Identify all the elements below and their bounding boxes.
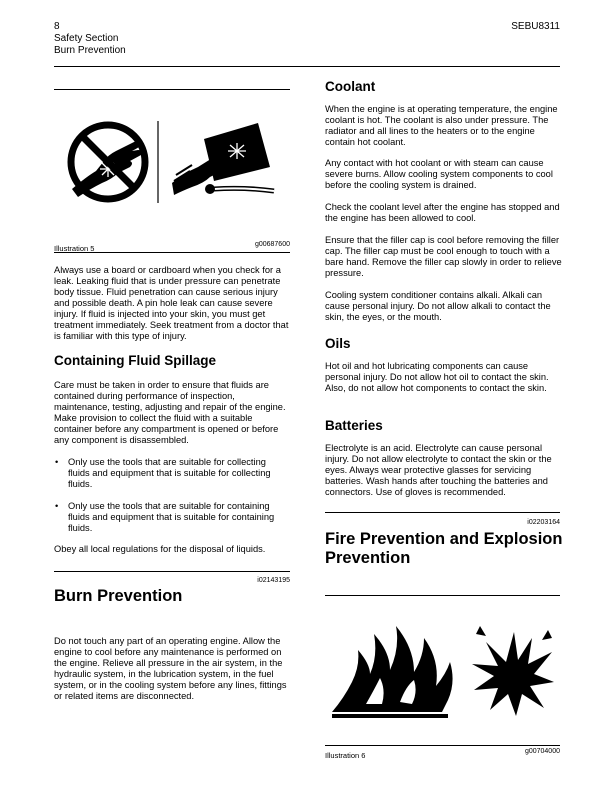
batteries-heading: Batteries xyxy=(325,418,383,433)
illustration6-caption: Illustration 6 xyxy=(325,751,366,760)
fire-section-rule xyxy=(325,512,560,513)
subsection-title: Burn Prevention xyxy=(54,45,126,56)
coolant-paragraph: When the engine is at operating temperature, the engine coolant is hot. The coolant is also under pressure. The radiator and all lines to the heaters or to the engine contain hot coolant. xyxy=(325,104,558,147)
explosion-icon xyxy=(472,626,554,716)
coolant-paragraph: Any contact with hot coolant or with steam can cause severe burns. Allow cooling system components to cool before the cooling system is drained. xyxy=(325,158,553,190)
fire-explosion-prevention-heading: Fire Prevention and Explosion Prevention xyxy=(325,530,563,567)
illustration5-caption: Illustration 5 xyxy=(54,244,95,253)
leak-check-paragraph: Always use a board or cardboard when you check for a leak. Leaking fluid that is under pressure can penetrate body tissue. Fluid penetration can cause serious injury and possible death. A pin hole leak can cause severe injury. If fluid is injected into your skin, you must get treatment immediately. Seek treatment from a doctor that is familiar with this type of injury. xyxy=(54,265,289,341)
oils-paragraph: Hot oil and hot lubricating components can cause personal injury. Do not allow hot oil to contact the skin. Also, do not allow hot components to contact the skin. xyxy=(325,361,549,393)
spillage-bullet-list xyxy=(54,457,290,545)
batteries-paragraph: Electrolyte is an acid. Electrolyte can cause personal injury. Do not allow electrolyte to contact the skin or the eyes. Always wear protective glasses for servicing batteries. Wash hands after touching the batteries and connectors. Use of gloves is recommended. xyxy=(325,443,552,497)
illustration6-top-rule xyxy=(325,595,560,596)
header-divider xyxy=(54,66,560,67)
fire-reference-id: i02203164 xyxy=(527,519,560,526)
coolant-paragraph: Ensure that the filler cap is cool before removing the filler cap. The filler cap must be cool enough to touch with a bare hand. Remove the filler cap slowly in order to relieve pressure. xyxy=(325,235,562,278)
disposal-paragraph: Obey all local regulations for the disposal of liquids. xyxy=(54,544,266,554)
board-check-symbol xyxy=(172,123,274,195)
burn-section-rule xyxy=(54,571,290,572)
prohibition-symbol xyxy=(71,125,145,199)
coolant-paragraph: Cooling system conditioner contains alkali. Alkali can cause personal injury. Do not allow alkali to contact the skin, the eyes, or the mouth. xyxy=(325,290,551,322)
illustration6-code: g00704000 xyxy=(524,748,560,755)
section-title: Safety Section xyxy=(54,33,119,44)
illustration5-code: g00687600 xyxy=(254,241,290,248)
fluid-penetration-warning-illustration xyxy=(64,117,288,207)
coolant-paragraph: Check the coolant level after the engine has stopped and the engine has been allowed to cool. xyxy=(325,202,560,223)
coolant-heading: Coolant xyxy=(325,79,376,94)
list-item: • Only use the tools that are suitable for containing fluids and equipment that is suitable for containing fluids. xyxy=(54,501,290,534)
oils-heading: Oils xyxy=(325,336,351,351)
burn-reference-id: i02143195 xyxy=(257,577,290,584)
illustration5-top-rule xyxy=(54,89,290,90)
illustration5-bottom-rule xyxy=(54,252,290,253)
illustration6-bottom-rule xyxy=(325,745,560,746)
page-number: 8 xyxy=(54,21,60,32)
fire-explosion-illustration xyxy=(330,612,558,722)
list-item: • Only use the tools that are suitable for collecting fluids and equipment that is suitable for collecting fluids. xyxy=(54,457,290,490)
containing-fluid-spillage-heading: Containing Fluid Spillage xyxy=(54,353,216,368)
spillage-paragraph: Care must be taken in order to ensure that fluids are contained during performance of inspection, maintenance, testing, adjusting and repair of the engine. Make provision to collect the fluid with a suitable container before any compartment is opened or before any component is disassembled. xyxy=(54,380,286,445)
document-code: SEBU8311 xyxy=(511,21,560,32)
burn-prevention-heading: Burn Prevention xyxy=(54,587,183,605)
burn-prevention-paragraph: Do not touch any part of an operating engine. Allow the engine to cool before any maintenance is performed on the engine. Relieve all pressure in the air system, in the hydraulic system, in the lubrication system, in the fuel system, or in the cooling system before any lines, fittings or related items are disconnected. xyxy=(54,636,287,701)
flame-icon xyxy=(332,626,453,716)
